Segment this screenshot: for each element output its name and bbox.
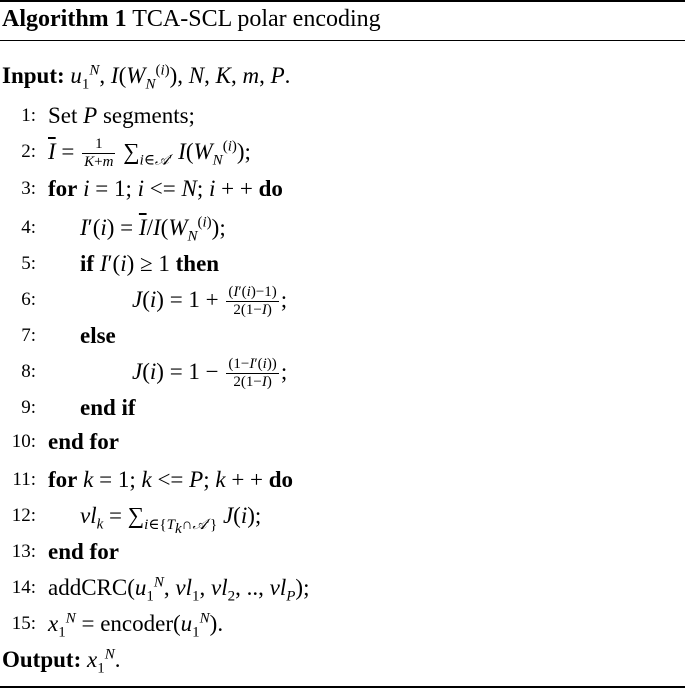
algo-line-14 — [0, 570, 685, 606]
line-number: 2: — [21, 141, 36, 162]
algo-line-10 — [0, 424, 685, 460]
output-line — [0, 642, 685, 678]
caption-rule — [0, 40, 685, 41]
line-number: 5: — [21, 253, 36, 274]
algo-line-15 — [0, 606, 685, 642]
algorithm-caption — [2, 4, 381, 34]
bottom-rule — [0, 686, 685, 688]
line-text: $I'(i) = \overline{I}/I(W_N^{(i)})$; — [80, 214, 226, 245]
line-number: 11: — [12, 469, 36, 490]
line-number: 15: — [11, 613, 36, 634]
line-number: 12: — [11, 505, 36, 526]
algo-line-8 — [0, 354, 685, 390]
algo-line-9 — [0, 390, 685, 426]
line-text: J(i) = 1 − $\frac{(1-I'(i))}{2(1-\overline{I})}$ ; — [132, 356, 288, 391]
line-text: end for — [48, 429, 119, 454]
caption-label: Algorithm 1 — [2, 6, 127, 32]
line-number: 6: — [21, 289, 36, 310]
algo-line-4 — [0, 210, 685, 246]
line-number: 4: — [21, 217, 36, 238]
line-number: 13: — [11, 541, 36, 562]
line-number: 14: — [11, 577, 36, 598]
line-text: if I′(i) ≥ 1 then — [80, 251, 220, 276]
line-text: for k = 1; k <= P; k + + do — [48, 467, 294, 492]
line-number: 9: — [21, 397, 36, 418]
algo-line-6 — [0, 282, 685, 318]
algo-line-13 — [0, 534, 685, 570]
algo-line-7 — [0, 318, 685, 354]
algo-line-3 — [0, 171, 685, 207]
input-body: Input: $u_1^N$, $I(W_N^{(i)})$, N, K, m, P. — [2, 62, 291, 93]
output-label: Output: — [2, 647, 82, 672]
algo-line-5 — [0, 246, 685, 282]
algo-line-2 — [0, 134, 685, 170]
top-rule — [0, 0, 685, 2]
algo-line-11 — [0, 462, 685, 498]
line-text: J(i) = 1 + $\frac{(I'(i)-1)}{2(1-\overline{I})}$ ; — [132, 284, 288, 319]
input-line — [0, 58, 685, 94]
line-number: 1: — [21, 105, 36, 126]
line-text: for i = 1; i <= N; i + + do — [48, 176, 283, 201]
line-number: 3: — [21, 178, 36, 199]
input-label: Input: — [2, 63, 65, 88]
output-body: Output: $x_1^N$. — [2, 646, 121, 677]
line-text: $addCRC(u_1^N$, $vl_1$, $vl_2$, .., $vl_P$); — [48, 574, 310, 605]
line-text: else — [80, 323, 116, 348]
line-text: Set P segments; — [48, 103, 195, 128]
line-number: 7: — [21, 325, 36, 346]
line-text: $vl_k = \sum_{i\in\{T_k\cap 𝒜'\}}$ J(i); — [80, 503, 262, 537]
caption-title: TCA-SCL polar encoding — [132, 6, 381, 32]
line-text: end if — [80, 395, 136, 420]
line-text: $\overline{I}$ = $\frac{1}{K+m}$ $\sum_{i\in 𝒜'}$ $I(W_N^{(i)})$; — [48, 136, 251, 171]
algo-line-12 — [0, 498, 685, 537]
line-number: 8: — [21, 361, 36, 382]
line-text: $x_1^N$ = $encoder(u_1^N)$. — [48, 610, 224, 641]
algo-line-1 — [0, 98, 685, 134]
line-text: end for — [48, 539, 119, 564]
line-number: 10: — [11, 431, 36, 452]
